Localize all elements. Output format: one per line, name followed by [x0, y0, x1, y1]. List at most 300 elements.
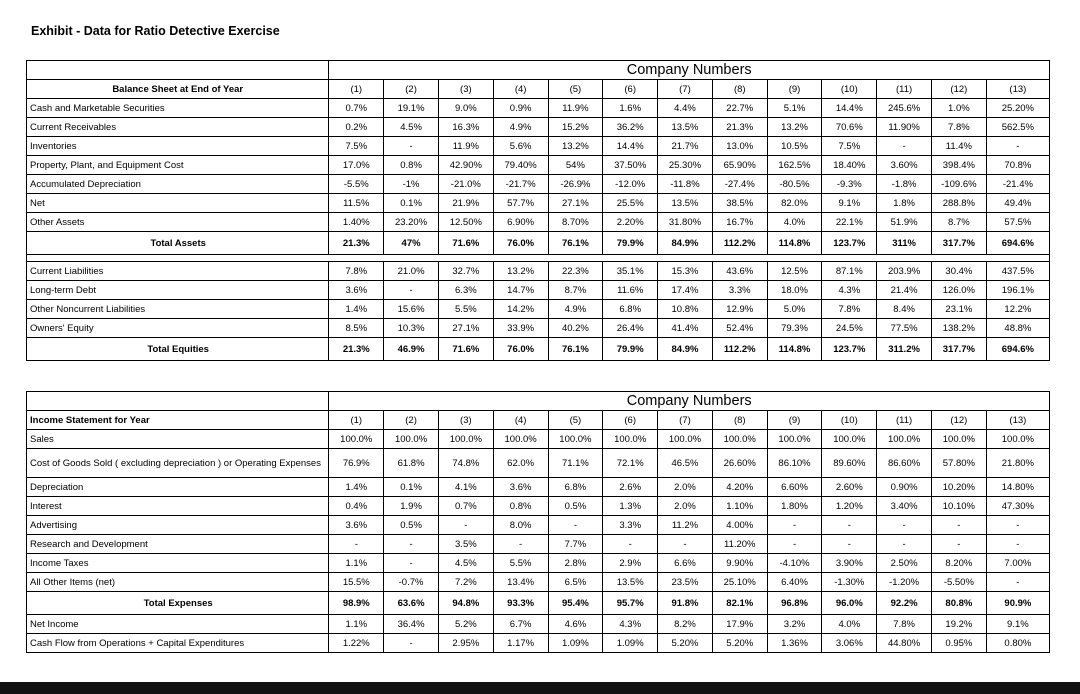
value-cell: 57.5%: [986, 213, 1049, 232]
value-cell: 15.3%: [658, 262, 713, 281]
value-cell: 5.6%: [493, 137, 548, 156]
value-cell: -1.20%: [877, 573, 932, 592]
value-cell: 1.8%: [877, 194, 932, 213]
value-cell: 19.2%: [931, 615, 986, 634]
value-cell: -21.4%: [986, 175, 1049, 194]
row-label: Depreciation: [27, 478, 329, 497]
value-cell: 76.0%: [493, 338, 548, 361]
equity-row: [27, 300, 1050, 319]
value-cell: 6.8%: [548, 478, 603, 497]
value-cell: 76.1%: [548, 338, 603, 361]
value-cell: 96.0%: [822, 592, 877, 615]
value-cell: 1.10%: [712, 497, 767, 516]
equity-row: [27, 262, 1050, 281]
value-cell: 23.20%: [384, 213, 439, 232]
value-cell: 46.9%: [384, 338, 439, 361]
value-cell: 2.20%: [603, 213, 658, 232]
value-cell: 12.5%: [767, 262, 822, 281]
value-cell: 98.9%: [329, 592, 384, 615]
value-cell: 82.1%: [712, 592, 767, 615]
value-cell: 71.6%: [438, 338, 493, 361]
value-cell: 43.6%: [712, 262, 767, 281]
value-cell: 437.5%: [986, 262, 1049, 281]
value-cell: 65.90%: [712, 156, 767, 175]
value-cell: 79.9%: [603, 338, 658, 361]
value-cell: 8.70%: [548, 213, 603, 232]
income-row: [27, 554, 1050, 573]
value-cell: 61.8%: [384, 449, 439, 478]
value-cell: 288.8%: [931, 194, 986, 213]
row-label: Interest: [27, 497, 329, 516]
value-cell: 23.1%: [931, 300, 986, 319]
value-cell: 47%: [384, 232, 439, 255]
row-label: Net Income: [27, 615, 329, 634]
value-cell: 10.20%: [931, 478, 986, 497]
value-cell: 76.1%: [548, 232, 603, 255]
value-cell: 0.7%: [438, 497, 493, 516]
value-cell: 96.8%: [767, 592, 822, 615]
value-cell: -4.10%: [767, 554, 822, 573]
value-cell: 21.3%: [329, 232, 384, 255]
value-cell: -0.7%: [384, 573, 439, 592]
total-expenses-row: [27, 592, 1050, 615]
value-cell: 100.0%: [658, 430, 713, 449]
value-cell: 11.5%: [329, 194, 384, 213]
company-column-header: (13): [986, 411, 1049, 430]
value-cell: 1.0%: [931, 99, 986, 118]
income-row: [27, 430, 1050, 449]
value-cell: 100.0%: [438, 430, 493, 449]
value-cell: 31.80%: [658, 213, 713, 232]
value-cell: 1.40%: [329, 213, 384, 232]
income-row: [27, 497, 1050, 516]
value-cell: 4.20%: [712, 478, 767, 497]
row-label: Cash Flow from Operations + Capital Expenditures: [27, 634, 329, 653]
value-cell: 0.7%: [329, 99, 384, 118]
value-cell: 3.3%: [603, 516, 658, 535]
value-cell: 2.60%: [822, 478, 877, 497]
row-label: Income Taxes: [27, 554, 329, 573]
company-column-header: (8): [712, 411, 767, 430]
value-cell: 7.8%: [822, 300, 877, 319]
value-cell: 26.4%: [603, 319, 658, 338]
value-cell: 23.5%: [658, 573, 713, 592]
value-cell: 4.0%: [822, 615, 877, 634]
value-cell: 49.4%: [986, 194, 1049, 213]
income-row: [27, 535, 1050, 554]
value-cell: 100.0%: [548, 430, 603, 449]
value-cell: 24.5%: [822, 319, 877, 338]
value-cell: 10.8%: [658, 300, 713, 319]
value-cell: 21.0%: [384, 262, 439, 281]
gap-cell: [27, 255, 1050, 262]
value-cell: 6.8%: [603, 300, 658, 319]
value-cell: 398.4%: [931, 156, 986, 175]
value-cell: 2.6%: [603, 478, 658, 497]
value-cell: -1.30%: [822, 573, 877, 592]
value-cell: 14.80%: [986, 478, 1049, 497]
value-cell: 13.4%: [493, 573, 548, 592]
company-numbers-header: Company Numbers: [329, 61, 1050, 80]
row-label: Other Noncurrent Liabilities: [27, 300, 329, 319]
value-cell: 18.40%: [822, 156, 877, 175]
value-cell: 12.9%: [712, 300, 767, 319]
value-cell: 6.7%: [493, 615, 548, 634]
value-cell: 95.4%: [548, 592, 603, 615]
value-cell: 90.9%: [986, 592, 1049, 615]
value-cell: 15.6%: [384, 300, 439, 319]
value-cell: 100.0%: [493, 430, 548, 449]
row-label: Cash and Marketable Securities: [27, 99, 329, 118]
cash-flow-row: [27, 634, 1050, 653]
value-cell: 13.5%: [658, 118, 713, 137]
value-cell: 1.80%: [767, 497, 822, 516]
value-cell: 22.7%: [712, 99, 767, 118]
value-cell: 17.0%: [329, 156, 384, 175]
value-cell: 2.0%: [658, 497, 713, 516]
value-cell: 100.0%: [986, 430, 1049, 449]
value-cell: -: [329, 535, 384, 554]
value-cell: 1.4%: [329, 300, 384, 319]
value-cell: 13.2%: [767, 118, 822, 137]
value-cell: 93.3%: [493, 592, 548, 615]
value-cell: 5.20%: [712, 634, 767, 653]
value-cell: 6.40%: [767, 573, 822, 592]
value-cell: 35.1%: [603, 262, 658, 281]
value-cell: 21.3%: [329, 338, 384, 361]
value-cell: -: [986, 573, 1049, 592]
value-cell: 1.17%: [493, 634, 548, 653]
value-cell: 84.9%: [658, 338, 713, 361]
row-label: Current Receivables: [27, 118, 329, 137]
section-header: Income Statement for Year: [27, 411, 329, 430]
value-cell: -: [548, 516, 603, 535]
company-column-header: (5): [548, 411, 603, 430]
company-column-header: (8): [712, 80, 767, 99]
value-cell: 7.7%: [548, 535, 603, 554]
value-cell: 27.1%: [548, 194, 603, 213]
value-cell: 1.4%: [329, 478, 384, 497]
value-cell: 13.2%: [493, 262, 548, 281]
value-cell: 15.5%: [329, 573, 384, 592]
value-cell: 80.8%: [931, 592, 986, 615]
row-label: Research and Development: [27, 535, 329, 554]
value-cell: 25.30%: [658, 156, 713, 175]
value-cell: 0.95%: [931, 634, 986, 653]
value-cell: -: [493, 535, 548, 554]
value-cell: 63.6%: [384, 592, 439, 615]
value-cell: 317.7%: [931, 232, 986, 255]
value-cell: 7.8%: [877, 615, 932, 634]
row-label: All Other Items (net): [27, 573, 329, 592]
value-cell: 57.7%: [493, 194, 548, 213]
value-cell: 100.0%: [822, 430, 877, 449]
company-column-header: (1): [329, 80, 384, 99]
value-cell: 3.3%: [712, 281, 767, 300]
value-cell: 33.9%: [493, 319, 548, 338]
value-cell: 3.6%: [329, 281, 384, 300]
value-cell: 21.3%: [712, 118, 767, 137]
value-cell: -: [931, 535, 986, 554]
value-cell: 5.1%: [767, 99, 822, 118]
company-column-header: (11): [877, 80, 932, 99]
value-cell: 6.5%: [548, 573, 603, 592]
value-cell: 126.0%: [931, 281, 986, 300]
value-cell: 17.9%: [712, 615, 767, 634]
asset-row: [27, 175, 1050, 194]
value-cell: 6.60%: [767, 478, 822, 497]
value-cell: 1.6%: [603, 99, 658, 118]
value-cell: -: [603, 535, 658, 554]
value-cell: 0.90%: [877, 478, 932, 497]
value-cell: 36.4%: [384, 615, 439, 634]
value-cell: 3.90%: [822, 554, 877, 573]
value-cell: 72.1%: [603, 449, 658, 478]
value-cell: 3.40%: [877, 497, 932, 516]
value-cell: 196.1%: [986, 281, 1049, 300]
value-cell: 86.60%: [877, 449, 932, 478]
value-cell: -1%: [384, 175, 439, 194]
value-cell: 21.4%: [877, 281, 932, 300]
value-cell: 15.2%: [548, 118, 603, 137]
row-label: Current Liabilities: [27, 262, 329, 281]
income-row: [27, 449, 1050, 478]
company-column-header: (1): [329, 411, 384, 430]
value-cell: 1.9%: [384, 497, 439, 516]
value-cell: -: [822, 516, 877, 535]
value-cell: 36.2%: [603, 118, 658, 137]
value-cell: 162.5%: [767, 156, 822, 175]
total-assets-row: [27, 232, 1050, 255]
value-cell: -: [986, 516, 1049, 535]
value-cell: 5.0%: [767, 300, 822, 319]
value-cell: 8.7%: [548, 281, 603, 300]
value-cell: -: [767, 516, 822, 535]
value-cell: 51.9%: [877, 213, 932, 232]
value-cell: 76.0%: [493, 232, 548, 255]
value-cell: 0.5%: [548, 497, 603, 516]
value-cell: -27.4%: [712, 175, 767, 194]
value-cell: 100.0%: [931, 430, 986, 449]
value-cell: 22.1%: [822, 213, 877, 232]
company-column-header: (4): [493, 411, 548, 430]
value-cell: 12.50%: [438, 213, 493, 232]
value-cell: 10.10%: [931, 497, 986, 516]
value-cell: 8.5%: [329, 319, 384, 338]
value-cell: 25.5%: [603, 194, 658, 213]
value-cell: 7.2%: [438, 573, 493, 592]
value-cell: 100.0%: [712, 430, 767, 449]
value-cell: 14.4%: [603, 137, 658, 156]
value-cell: 9.0%: [438, 99, 493, 118]
value-cell: 7.00%: [986, 554, 1049, 573]
company-column-header: (2): [384, 411, 439, 430]
value-cell: 21.7%: [658, 137, 713, 156]
value-cell: 12.2%: [986, 300, 1049, 319]
row-label: Sales: [27, 430, 329, 449]
value-cell: 9.90%: [712, 554, 767, 573]
value-cell: 8.4%: [877, 300, 932, 319]
asset-row: [27, 194, 1050, 213]
value-cell: -: [877, 535, 932, 554]
company-column-header: (7): [658, 411, 713, 430]
value-cell: 3.6%: [493, 478, 548, 497]
equity-row: [27, 319, 1050, 338]
value-cell: 48.8%: [986, 319, 1049, 338]
value-cell: 100.0%: [603, 430, 658, 449]
value-cell: 79.3%: [767, 319, 822, 338]
value-cell: 41.4%: [658, 319, 713, 338]
value-cell: 37.50%: [603, 156, 658, 175]
value-cell: 2.95%: [438, 634, 493, 653]
row-label: Owners' Equity: [27, 319, 329, 338]
company-column-header: (7): [658, 80, 713, 99]
company-column-header: (5): [548, 80, 603, 99]
value-cell: 100.0%: [384, 430, 439, 449]
value-cell: 40.2%: [548, 319, 603, 338]
value-cell: -: [384, 634, 439, 653]
value-cell: 89.60%: [822, 449, 877, 478]
value-cell: 4.00%: [712, 516, 767, 535]
value-cell: 694.6%: [986, 232, 1049, 255]
row-label: Inventories: [27, 137, 329, 156]
value-cell: 0.8%: [493, 497, 548, 516]
value-cell: 76.9%: [329, 449, 384, 478]
value-cell: 311%: [877, 232, 932, 255]
company-column-header: (6): [603, 80, 658, 99]
value-cell: 1.36%: [767, 634, 822, 653]
value-cell: -12.0%: [603, 175, 658, 194]
header-corner: [27, 61, 329, 80]
row-label: Property, Plant, and Equipment Cost: [27, 156, 329, 175]
value-cell: 4.9%: [493, 118, 548, 137]
income-statement-table: [26, 391, 1050, 653]
value-cell: 3.60%: [877, 156, 932, 175]
value-cell: 86.10%: [767, 449, 822, 478]
value-cell: 18.0%: [767, 281, 822, 300]
company-column-header: (6): [603, 411, 658, 430]
value-cell: -: [384, 535, 439, 554]
value-cell: -: [931, 516, 986, 535]
value-cell: -9.3%: [822, 175, 877, 194]
company-column-header: (12): [931, 80, 986, 99]
value-cell: 8.20%: [931, 554, 986, 573]
value-cell: 3.6%: [329, 516, 384, 535]
value-cell: 562.5%: [986, 118, 1049, 137]
value-cell: 9.1%: [986, 615, 1049, 634]
value-cell: 62.0%: [493, 449, 548, 478]
value-cell: 114.8%: [767, 232, 822, 255]
value-cell: 0.2%: [329, 118, 384, 137]
asset-row: [27, 118, 1050, 137]
value-cell: 7.5%: [822, 137, 877, 156]
value-cell: 30.4%: [931, 262, 986, 281]
value-cell: 13.5%: [603, 573, 658, 592]
value-cell: -: [658, 535, 713, 554]
value-cell: 7.8%: [329, 262, 384, 281]
value-cell: 2.50%: [877, 554, 932, 573]
value-cell: -21.0%: [438, 175, 493, 194]
company-column-header: (3): [438, 411, 493, 430]
value-cell: 95.7%: [603, 592, 658, 615]
value-cell: 2.9%: [603, 554, 658, 573]
value-cell: 5.2%: [438, 615, 493, 634]
bottom-bar: [0, 682, 1080, 694]
net-income-row: [27, 615, 1050, 634]
value-cell: 44.80%: [877, 634, 932, 653]
value-cell: 17.4%: [658, 281, 713, 300]
value-cell: 70.6%: [822, 118, 877, 137]
value-cell: 52.4%: [712, 319, 767, 338]
value-cell: 4.4%: [658, 99, 713, 118]
row-label: Advertising: [27, 516, 329, 535]
value-cell: 54%: [548, 156, 603, 175]
value-cell: 8.0%: [493, 516, 548, 535]
value-cell: 32.7%: [438, 262, 493, 281]
value-cell: 14.2%: [493, 300, 548, 319]
row-label: Net: [27, 194, 329, 213]
value-cell: 25.10%: [712, 573, 767, 592]
value-cell: 4.3%: [822, 281, 877, 300]
value-cell: -: [384, 281, 439, 300]
value-cell: 71.6%: [438, 232, 493, 255]
value-cell: 4.9%: [548, 300, 603, 319]
value-cell: -: [877, 137, 932, 156]
row-label: Total Equities: [27, 338, 329, 361]
value-cell: -: [384, 554, 439, 573]
header-corner: [27, 392, 329, 411]
value-cell: 10.3%: [384, 319, 439, 338]
value-cell: -5.5%: [329, 175, 384, 194]
value-cell: 1.1%: [329, 615, 384, 634]
value-cell: 123.7%: [822, 338, 877, 361]
value-cell: 87.1%: [822, 262, 877, 281]
value-cell: 21.80%: [986, 449, 1049, 478]
income-row: [27, 516, 1050, 535]
company-numbers-header: Company Numbers: [329, 392, 1050, 411]
exhibit-title: Exhibit - Data for Ratio Detective Exercise: [31, 24, 280, 38]
value-cell: 79.40%: [493, 156, 548, 175]
value-cell: 0.8%: [384, 156, 439, 175]
value-cell: -: [767, 535, 822, 554]
value-cell: 5.5%: [493, 554, 548, 573]
value-cell: 3.06%: [822, 634, 877, 653]
row-label: Cost of Goods Sold ( excluding depreciation ) or Operating Expenses: [27, 449, 329, 478]
value-cell: 8.7%: [931, 213, 986, 232]
value-cell: -11.8%: [658, 175, 713, 194]
value-cell: 14.7%: [493, 281, 548, 300]
value-cell: 2.8%: [548, 554, 603, 573]
value-cell: -: [822, 535, 877, 554]
company-column-header: (9): [767, 411, 822, 430]
value-cell: 13.0%: [712, 137, 767, 156]
company-column-header: (2): [384, 80, 439, 99]
value-cell: 16.3%: [438, 118, 493, 137]
value-cell: 100.0%: [329, 430, 384, 449]
company-column-header: (11): [877, 411, 932, 430]
value-cell: 4.5%: [384, 118, 439, 137]
value-cell: 0.1%: [384, 478, 439, 497]
value-cell: 11.2%: [658, 516, 713, 535]
value-cell: 6.3%: [438, 281, 493, 300]
value-cell: 82.0%: [767, 194, 822, 213]
value-cell: -: [986, 535, 1049, 554]
value-cell: 112.2%: [712, 338, 767, 361]
company-column-header: (13): [986, 80, 1049, 99]
value-cell: 92.2%: [877, 592, 932, 615]
asset-row: [27, 99, 1050, 118]
value-cell: 4.1%: [438, 478, 493, 497]
